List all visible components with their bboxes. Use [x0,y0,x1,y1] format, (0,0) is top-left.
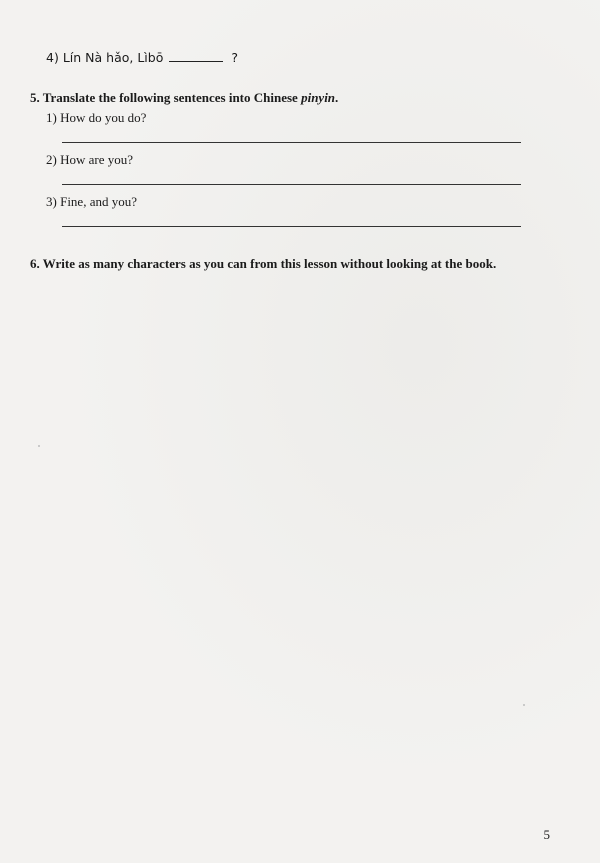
translate-item-3 [46,194,137,210]
scan-speck [38,445,40,447]
page-number: 5 [543,827,550,842]
exercise-item-4 [46,50,238,65]
translate-item-1 [46,110,146,126]
item-number: 2) [46,152,57,167]
answer-line-2[interactable] [62,184,521,185]
answer-line-1[interactable] [62,142,521,143]
section-number: 5. [30,90,40,105]
section-end: . [335,90,339,105]
item-number: 4) [46,50,59,65]
answer-line-3[interactable] [62,226,521,227]
section-5-heading [30,90,338,106]
translate-item-2 [46,152,133,168]
section-number: 6. [30,256,40,271]
item-text: Lín Nà hǎo, Lìbō [62,50,164,65]
item-text: How are you? [60,152,134,167]
answer-blank[interactable] [169,50,223,62]
section-6-heading [30,256,496,272]
item-number: 3) [46,194,57,209]
item-text-end: ? [231,50,238,65]
section-instruction: Write as many characters as you can from this lesson without looking at the book. [42,256,497,271]
item-number: 1) [46,110,57,125]
section-emphasis: pinyin [301,90,336,105]
scan-speck [523,704,525,706]
item-text: Fine, and you? [60,194,137,209]
section-instruction: Translate the following sentences into Chinese [42,90,298,105]
item-text: How do you do? [60,110,147,125]
